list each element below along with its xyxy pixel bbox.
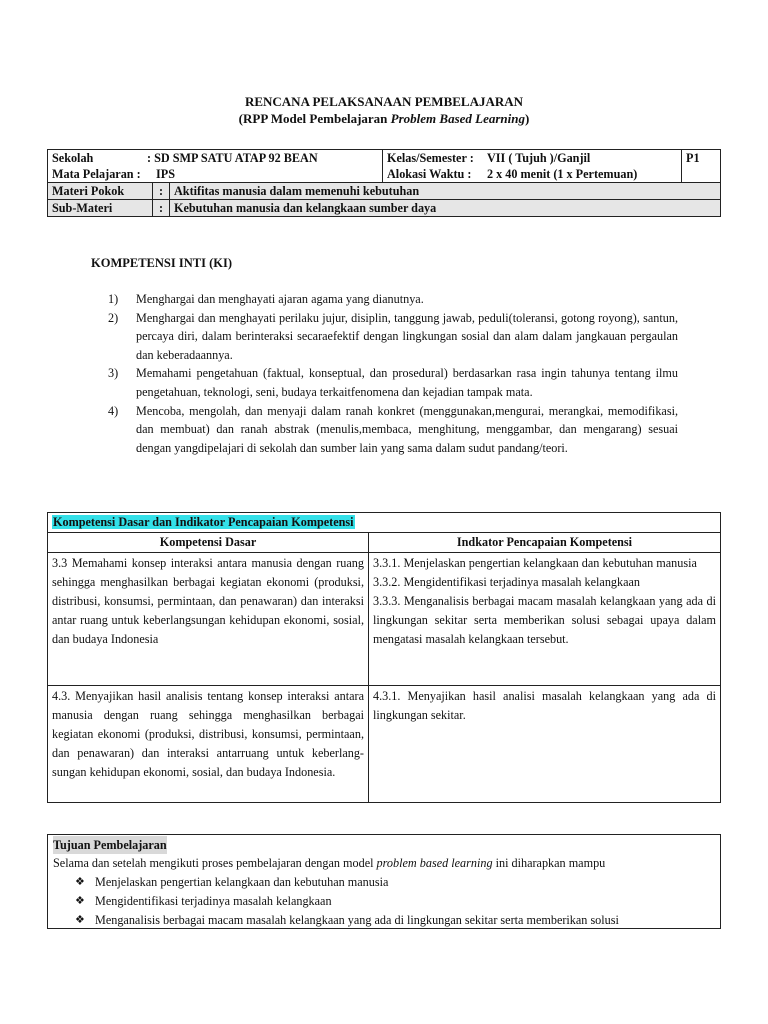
indicator-3-3-3: 3.3.3. Menganalisis berbagai macam masalah kelangkaan yang ada di lingkungan sekitar serta memberikan solusi sebagai upaya dalam mengatasi masalah kelangkaan tersebut. — [373, 594, 716, 646]
submateri-value: Kebutuhan manusia dan kelangkaan sumber daya — [170, 200, 721, 217]
ki-list — [108, 290, 678, 457]
document-subtitle — [0, 111, 768, 127]
ki-item — [108, 309, 678, 365]
tujuan-item — [75, 911, 715, 930]
ki-number: 4) — [108, 403, 119, 418]
kd-table — [47, 512, 721, 803]
tujuan-list — [53, 873, 715, 930]
kd-cell-4-3: 4.3. Menyajikan hasil analisis tentang konsep interaksi antara manusia dengan ruang sehingga menghasilkan berbagai kegiatan ekonomi (produksi, distribusi, konsumsi, permintaan, dan penawaran) dan interaksi antarruang untuk keberlang-sungan kehidupan ekonomi, sosial, dan budaya Indonesia. — [48, 686, 369, 803]
subtitle-italic: Problem Based Learning — [390, 111, 525, 126]
kelas-value: VII ( Tujuh )/Ganjil — [487, 151, 591, 165]
kd-col-header: Kompetensi Dasar — [48, 533, 369, 553]
tujuan-intro-suffix: ini diharapkan mampu — [492, 856, 606, 870]
sekolah-value: : SD SMP SATU ATAP 92 BEAN — [147, 151, 318, 165]
kelas-label: Kelas/Semester : — [387, 151, 474, 165]
materi-label: Materi Pokok — [48, 183, 153, 200]
diamond-bullet-icon: ❖ — [75, 914, 85, 926]
materi-value: Aktifitas manusia dalam memenuhi kebutuhan — [170, 183, 721, 200]
diamond-bullet-icon: ❖ — [75, 876, 85, 888]
school-cell — [48, 150, 383, 183]
mapel-label: Mata Pelajaran : — [52, 167, 141, 181]
ki-text: Menghargai dan menghayati ajaran agama yang dianutnya. — [136, 292, 424, 306]
tujuan-box — [47, 834, 721, 929]
tujuan-intro-italic: problem based learning — [376, 856, 493, 870]
indicator-cell-3-3 — [369, 553, 721, 686]
tujuan-intro — [53, 854, 715, 873]
ki-item — [108, 402, 678, 458]
subtitle-prefix: (RPP Model Pembelajaran — [238, 111, 391, 126]
kd-cell-3-3: 3.3 Memahami konsep interaksi antara manusia dengan ruang sehingga menghasilkan berbagai kegiatan ekonomi (produksi, distribusi, konsumsi, permintaan, dan penawaran) dan interaksi antar ruang untuk keberlangsungan kehidupan ekonomi, sosial, dan budaya Indonesia — [48, 553, 369, 686]
ki-heading: KOMPETENSI INTI (KI) — [91, 256, 232, 270]
indicator-4-3-1: 4.3.1. Menyajikan hasil analisi masalah kelangkaan yang ada di lingkungan sekitar. — [373, 689, 716, 722]
diamond-bullet-icon: ❖ — [75, 895, 85, 907]
kd-table-title-cell — [48, 513, 721, 533]
ki-text: Mencoba, mengolah, dan menyaji dalam ranah konkret (menggunakan,mengurai, merangkai, memodifikasi, dan membuat) dan ranah abstrak (menulis,membaca, menghitung, menggambar, dan mengarang) sesuai dengan yangdipelajari di sekolah dan sumber lain yang sama dalam sudut pandang/teori. — [136, 403, 678, 455]
ki-number: 2) — [108, 310, 119, 325]
tujuan-item — [75, 892, 715, 911]
tujuan-title: Tujuan Pembelajaran — [53, 838, 167, 852]
ki-number: 1) — [108, 292, 119, 306]
document-title: RENCANA PELAKSANAAN PEMBELAJARAN — [244, 94, 524, 109]
materi-colon: : — [153, 183, 170, 200]
sekolah-label: Sekolah — [52, 151, 94, 165]
ki-item — [108, 364, 678, 401]
submateri-colon: : — [153, 200, 170, 217]
class-cell — [383, 150, 682, 183]
ki-number: 3) — [108, 366, 119, 381]
ki-text: Memahami pengetahuan (faktual, konseptual, dan prosedural) berdasarkan rasa ingin tahunya tentang ilmu pengetahuan, teknologi, seni, budaya terkaitfenomena dan kejadian tampak mata. — [136, 366, 678, 399]
tujuan-item-text: Mengidentifikasi terjadinya masalah kelangkaan — [95, 894, 332, 908]
code-cell: P1 — [682, 150, 721, 183]
kd-table-title: Kompetensi Dasar dan Indikator Pencapaian Kompetensi — [53, 515, 354, 529]
alokasi-label: Alokasi Waktu : — [387, 167, 472, 181]
indicator-col-header: Indkator Pencapaian Kompetensi — [369, 533, 721, 553]
tujuan-intro-prefix: Selama dan setelah mengikuti proses pembelajaran dengan model — [53, 856, 377, 870]
indicator-cell-4-3 — [369, 686, 721, 803]
alokasi-value: 2 x 40 menit (1 x Pertemuan) — [487, 167, 638, 181]
tujuan-item-text: Menganalisis berbagai macam masalah kelangkaan yang ada di lingkungan sekitar serta memberikan solusi — [95, 913, 619, 927]
indicator-3-3-2: 3.3.2. Mengidentifikasi terjadinya masalah kelangkaan — [373, 575, 641, 589]
subtitle-suffix: ) — [525, 111, 530, 126]
mapel-value: IPS — [156, 167, 175, 181]
ki-text: Menghargai dan menghayati perilaku jujur, disiplin, tanggung jawab, peduli(toleransi, gotong royong), santun, percaya diri, dalam berinteraksi secaraefektif dengan lingkungan sosial dan alam dalam jangkauan pergaulan dan keberadaannya. — [136, 310, 678, 362]
tujuan-item-text: Menjelaskan pengertian kelangkaan dan kebutuhan manusia — [95, 875, 389, 889]
submateri-label: Sub-Materi — [48, 200, 153, 217]
tujuan-item — [75, 873, 715, 892]
ki-item — [108, 290, 678, 309]
header-table — [47, 149, 721, 217]
indicator-3-3-1: 3.3.1. Menjelaskan pengertian kelangkaan dan kebutuhan manusia — [373, 556, 697, 570]
